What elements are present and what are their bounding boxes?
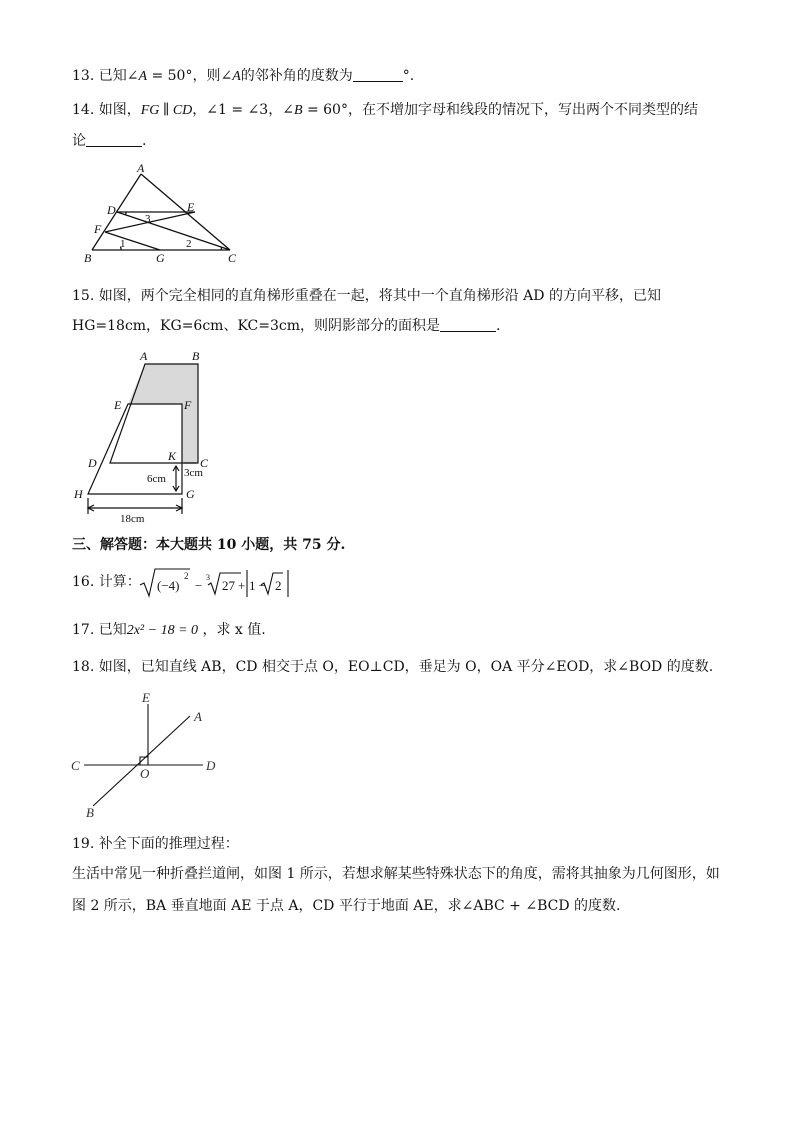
fig15-label-a: A — [140, 349, 148, 363]
figure-14 — [80, 162, 250, 266]
question-16 — [72, 572, 141, 592]
q18-text: 如图，已知直线 AB，CD 相交于点 O，EO⊥CD，垂足为 O，OA 平分∠EOD，求∠BOD 的度数. — [98, 659, 714, 675]
fig14-angle-1: 1 — [120, 238, 126, 250]
question-13 — [72, 66, 414, 87]
fig15-label-c: C — [200, 456, 209, 470]
q16-abs: 1 − — [249, 578, 267, 593]
q17-math: 2x² − 18 = 0 — [126, 623, 199, 638]
fig14-label-e: E — [187, 200, 195, 214]
fig14-label-a: A — [137, 162, 145, 175]
fig14-label-c: C — [228, 251, 237, 265]
q18-number: 18. — [72, 659, 95, 675]
figure-18 — [68, 686, 228, 820]
section-3-title: 三、解答题：本大题共 10 小题，共 75 分. — [72, 537, 346, 553]
q14-number: 14. — [72, 102, 95, 118]
q13-text-a: 已知∠ — [98, 68, 139, 84]
q13-number: 13. — [72, 68, 95, 84]
q15-answer-blank — [440, 317, 496, 332]
q14-text-a: 如图， — [98, 102, 141, 118]
question-18 — [72, 657, 713, 677]
fig18-label-b: B — [86, 805, 94, 820]
fig14-angle-2: 2 — [186, 238, 192, 250]
question-14 — [72, 100, 698, 121]
q15-text-b: HG=18cm，KG=6cm、KC=3cm，则阴影部分的面积是 — [72, 318, 440, 334]
fig14-label-f: F — [94, 222, 102, 236]
fig15-label-g: G — [186, 487, 195, 501]
q15-text-c: . — [496, 318, 501, 334]
q14-text-d: 论 — [72, 133, 86, 149]
fig14-label-d: D — [107, 203, 116, 217]
q17-text-a: 已知 — [98, 622, 127, 638]
q14-answer-blank — [86, 132, 142, 147]
q13-text-d: °. — [402, 68, 415, 84]
line-fg — [105, 232, 160, 250]
q15-text-a: 如图，两个完全相同的直角梯形重叠在一起，将其中一个直角梯形沿 AD 的方向平移，已知 — [98, 288, 661, 304]
fig14-label-g: G — [156, 251, 165, 265]
fig18-label-e: E — [142, 690, 150, 705]
fig15-label-b: B — [192, 349, 200, 363]
fig18-label-a: A — [194, 709, 202, 724]
figure-15 — [70, 344, 230, 526]
q14-math: FG ∥ CD — [140, 103, 193, 118]
question-15-cont — [72, 316, 500, 336]
fig15-length-hg: 18cm — [120, 513, 145, 525]
q13-var-b: A — [232, 69, 241, 84]
q16-sqrt-arg: 2 — [275, 578, 282, 593]
q14-text-b: ，∠1 = ∠3，∠ — [192, 102, 294, 118]
q14-text-e: . — [142, 133, 147, 149]
q16-exp: 2 — [184, 571, 189, 581]
fig14-angle-3: 3 — [145, 213, 151, 225]
fig18-label-o: O — [140, 766, 150, 781]
fig15-label-d: D — [88, 456, 97, 470]
q19-line-2: 图 2 所示，BA 垂直地面 AE 于点 A，CD 平行于地面 AE，求∠ABC + ∠BCD 的度数. — [72, 898, 621, 914]
line-dc — [117, 212, 230, 250]
q16-text: 计算： — [98, 574, 141, 590]
q15-number: 15. — [72, 288, 95, 304]
q14-var-b: B — [293, 103, 303, 118]
fig18-label-d: D — [206, 758, 216, 773]
q13-var-a: A — [138, 69, 148, 84]
fig15-length-kc: 3cm — [184, 467, 203, 479]
q16-expression — [138, 566, 298, 600]
fig15-label-k: K — [168, 449, 177, 463]
fig18-label-c: C — [71, 758, 80, 773]
fig14-label-b: B — [84, 251, 92, 265]
q13-text-b: = 50°，则∠ — [147, 68, 233, 84]
line-ab — [93, 716, 190, 806]
q17-text-b: ，求 x 值. — [202, 622, 266, 638]
q16-cube-arg: 27 — [222, 578, 235, 593]
question-19 — [72, 834, 239, 854]
question-14-cont — [72, 131, 146, 151]
fig15-label-f: F — [184, 398, 192, 412]
q16-cube-index: 3 — [206, 573, 210, 582]
question-15 — [72, 286, 661, 306]
q16-inner: (−4) — [157, 578, 180, 593]
q19-title: 补全下面的推理过程： — [98, 836, 239, 852]
q19-line-1: 生活中常见一种折叠拦道闸，如图 1 所示，若想求解某些特殊状态下的角度，需将其抽象为几何图形，如 — [72, 866, 720, 882]
q13-text-c: 的邻补角的度数为 — [240, 68, 353, 84]
q13-answer-blank — [353, 67, 403, 82]
q14-text-c: = 60°，在不增加字母和线段的情况下，写出两个不同类型的结 — [302, 102, 698, 118]
q16-plus: + — [238, 578, 246, 593]
q19-number: 19. — [72, 836, 95, 852]
q16-minus: − — [195, 578, 203, 593]
question-17 — [72, 620, 266, 641]
q17-number: 17. — [72, 622, 95, 638]
fig15-length-kg: 6cm — [147, 473, 166, 485]
fig15-label-e: E — [114, 398, 122, 412]
q16-number: 16. — [72, 574, 95, 590]
shaded-region — [128, 364, 198, 463]
fig15-label-h: H — [74, 487, 83, 501]
